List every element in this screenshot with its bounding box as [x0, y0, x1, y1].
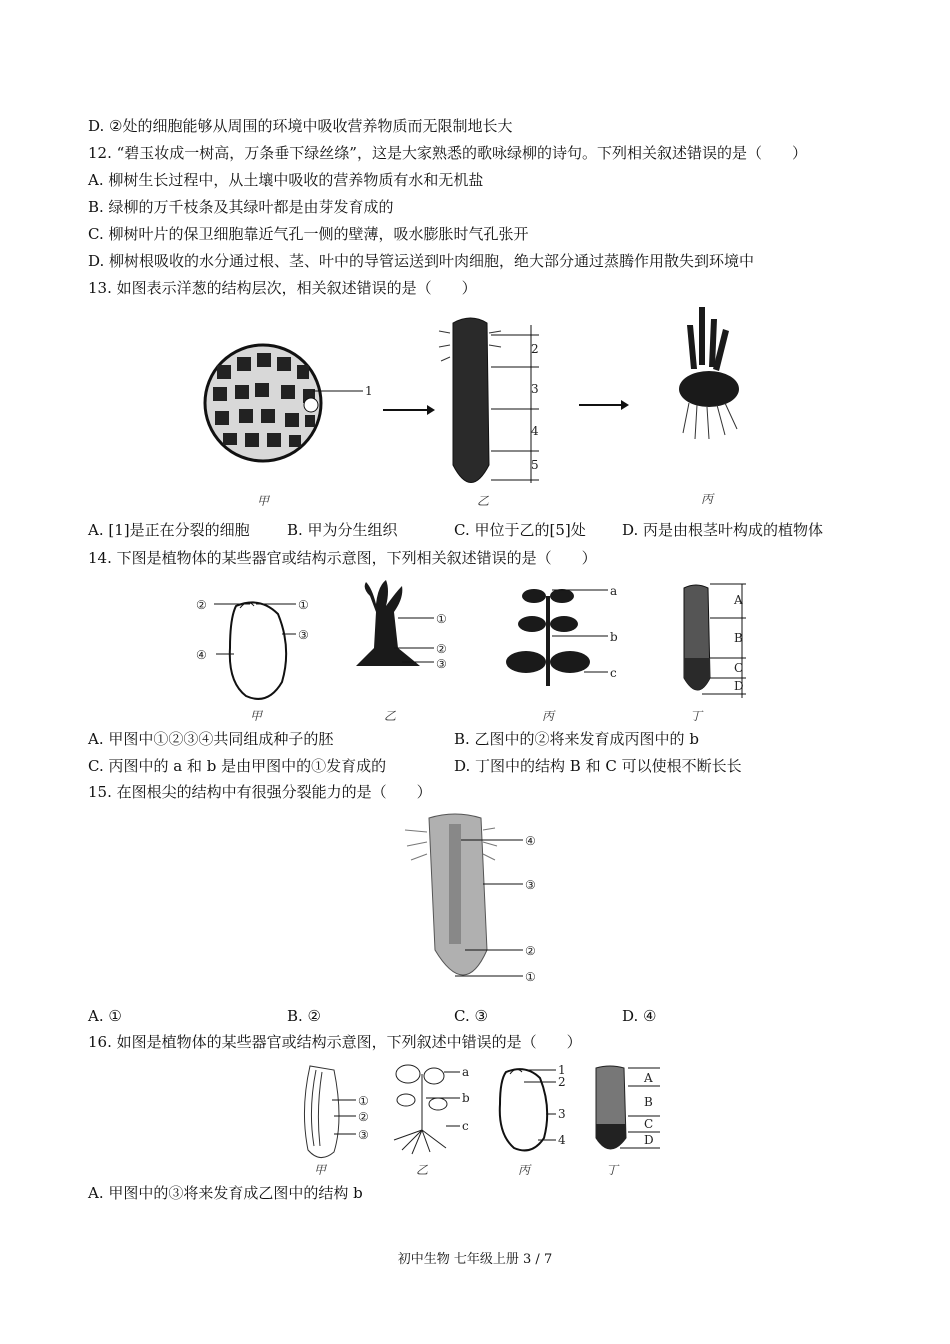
- q14-option-c: C. 丙图中的 a 和 b 是由甲图中的①发育成的: [88, 757, 387, 775]
- q14-yi-label-1: ①: [436, 612, 447, 626]
- q12-option-c: C. 柳树叶片的保卫细胞靠近气孔一侧的壁薄，吸水膨胀时气孔张开: [88, 225, 529, 243]
- onion-plant-image: [679, 307, 739, 439]
- corn-seed-diagram: [304, 1066, 339, 1158]
- q16-bing-label-3: 3: [558, 1107, 566, 1121]
- q16-caption-jia: 甲: [314, 1163, 327, 1177]
- q16-figure: [290, 1060, 670, 1180]
- q16-ding-label-d: D: [644, 1133, 654, 1147]
- q16-ding-label-b: B: [644, 1095, 653, 1109]
- q15-label-4: ④: [525, 834, 536, 848]
- q13-caption-bing: 丙: [701, 492, 714, 506]
- q13-figure: [195, 305, 755, 515]
- q15-label-1: ①: [525, 970, 536, 984]
- root-tip-diagram: [684, 585, 710, 690]
- q16-stem: 16. 如图是植物体的某些器官或结构示意图，下列叙述中错误的是（ ）: [88, 1033, 582, 1051]
- q15-option-d: D. ④: [622, 1007, 657, 1025]
- q14-jia-label-3: ③: [298, 628, 309, 642]
- q14-caption-jia: 甲: [250, 709, 263, 723]
- q12-option-b: B. 绿柳的万千枝条及其绿叶都是由芽发育成的: [88, 198, 394, 216]
- q16-bing-label-2: 2: [558, 1075, 566, 1089]
- q12-stem: 12. “碧玉妆成一树高，万条垂下绿丝绦”，这是大家熟悉的歌咏绿柳的诗句。下列相关叙述错误的是（ ）: [88, 144, 807, 162]
- bean-seed-diagram-2: [500, 1069, 547, 1150]
- q14-ding-label-c: C: [734, 661, 744, 675]
- q16-bing-label-1: 1: [558, 1063, 566, 1077]
- q15-label-3: ③: [525, 878, 536, 892]
- q14-yi-label-2: ②: [436, 642, 447, 656]
- q14-yi-label-3: ③: [436, 657, 447, 671]
- q16-jia-label-2: ②: [358, 1110, 369, 1124]
- q15-stem: 15. 在图根尖的结构中有很强分裂能力的是（ ）: [88, 783, 432, 801]
- q14-caption-yi: 乙: [384, 709, 397, 723]
- page-footer: 初中生物 七年级上册 3 / 7: [397, 1252, 553, 1267]
- q13-label-5: 5: [531, 458, 539, 472]
- q16-caption-yi: 乙: [416, 1163, 429, 1177]
- root-tip-image: [439, 318, 501, 483]
- q15-option-b: B. ②: [287, 1007, 322, 1025]
- q14-stem: 14. 下图是植物体的某些器官或结构示意图，下列相关叙述错误的是（ ）: [88, 549, 597, 567]
- q14-bing-label-c: c: [610, 666, 617, 680]
- q14-figure: [190, 578, 760, 726]
- q14-ding-label-d: D: [734, 679, 744, 693]
- q16-caption-ding: 丁: [606, 1163, 619, 1177]
- root-tip-micrograph: [405, 814, 497, 975]
- q14-bing-label-b: b: [610, 630, 618, 644]
- q16-yi-label-c: c: [462, 1119, 469, 1133]
- q15-option-c: C. ③: [454, 1007, 488, 1025]
- q14-caption-ding: 丁: [690, 709, 703, 723]
- q14-option-b: B. 乙图中的②将来发育成丙图中的 b: [454, 730, 699, 748]
- q14-jia-label-4: ④: [196, 648, 207, 662]
- q13-label-3: 3: [531, 382, 539, 396]
- q14-bing-label-a: a: [610, 584, 618, 598]
- q16-ding-label-a: A: [644, 1071, 653, 1085]
- bean-seed-diagram: [230, 602, 286, 699]
- q12-option-d: D. 柳树根吸收的水分通过根、茎、叶中的导管运送到叶肉细胞，绝大部分通过蒸腾作用散失到环境中: [88, 252, 755, 270]
- q15-option-a: A. ①: [88, 1007, 122, 1025]
- q16-ding-label-c: C: [644, 1117, 654, 1131]
- q16-option-a: A. 甲图中的③将来发育成乙图中的结构 b: [88, 1184, 363, 1202]
- q13-option-a: A. [1]是正在分裂的细胞: [88, 521, 250, 539]
- q11-option-d: D. ②处的细胞能够从周围的环境中吸收营养物质而无限制地长大: [88, 117, 513, 135]
- q13-label-2: 2: [531, 342, 539, 356]
- q16-yi-label-b: b: [462, 1091, 470, 1105]
- q13-label-4: 4: [531, 424, 539, 438]
- root-tip-diagram-2: [596, 1066, 626, 1149]
- q13-caption-yi: 乙: [477, 494, 490, 508]
- q14-ding-label-b: B: [734, 631, 743, 645]
- seedling-diagram: [506, 589, 590, 686]
- bud-diagram: [356, 580, 420, 666]
- q16-jia-label-3: ③: [358, 1128, 369, 1142]
- q13-option-d: D. 丙是由根茎叶构成的植物体: [622, 521, 824, 539]
- q16-bing-label-4: 4: [558, 1133, 566, 1147]
- q15-label-2: ②: [525, 944, 536, 958]
- q13-option-b: B. 甲为分生组织: [287, 521, 398, 539]
- q14-jia-label-2: ②: [196, 598, 207, 612]
- q16-yi-label-a: a: [462, 1065, 470, 1079]
- q14-ding-label-a: A: [734, 593, 743, 607]
- q14-option-a: A. 甲图中①②③④共同组成种子的胚: [88, 730, 334, 748]
- q13-stem: 13. 如图表示洋葱的结构层次，相关叙述错误的是（ ）: [88, 279, 477, 297]
- plant-diagram: [394, 1065, 447, 1154]
- q16-jia-label-1: ①: [358, 1094, 369, 1108]
- q13-option-c: C. 甲位于乙的[5]处: [454, 521, 586, 539]
- q13-label-1: 1: [365, 384, 373, 398]
- q16-caption-bing: 丙: [518, 1163, 531, 1177]
- q14-caption-bing: 丙: [542, 709, 555, 723]
- q12-option-a: A. 柳树生长过程中，从土壤中吸收的营养物质有水和无机盐: [88, 171, 484, 189]
- onion-cell-micrograph: [205, 345, 321, 461]
- q14-option-d: D. 丁图中的结构 B 和 C 可以使根不断长长: [454, 757, 742, 775]
- q15-figure: [395, 810, 565, 1000]
- q13-caption-jia: 甲: [257, 494, 270, 508]
- q14-jia-label-1: ①: [298, 598, 309, 612]
